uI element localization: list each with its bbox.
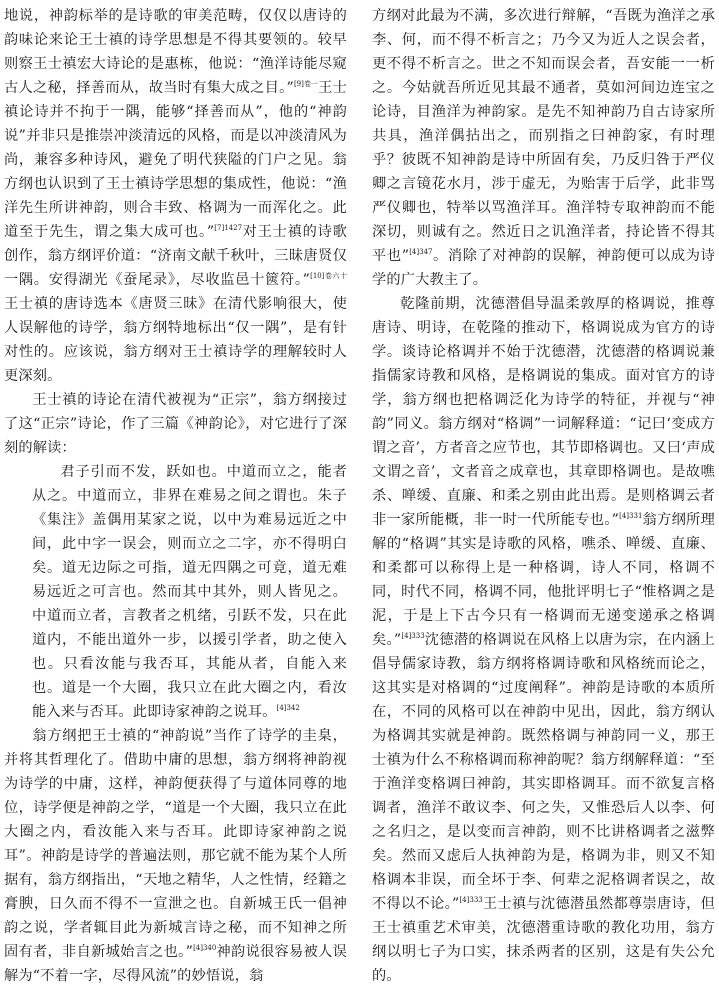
body-paragraph: [4, 4, 347, 388]
text-run: 方纲对此最为不满，多次进行辩解，“吾既为渔洋之承李、何，而不得不析言之；乃今又为近人之误会者，更不得不析言之。世之不知而误会者，吾安能一一析之。今姑就吾所近见其最不通者，莫如河间边连宝之论诗，目渔洋为神韵家。是先不知神韵乃自古诗家所共具，渔洋偶拈出之，而别指之曰神韵家，有时理乎？彼既不知神韵是诗中所固有矣，乃反归咎于严仪卿之言镜花水月，涉于虚无，为贻害于后学，此非骂严仪卿也，特举以骂渔洋耳。渔洋特专取神韵而不能深切，则诚有之。然近日之讥渔洋者，持论皆不得其平也”: [372, 8, 715, 264]
citation-ref: [10]卷六十: [310, 272, 347, 280]
citation-ref: [4]342: [276, 704, 300, 712]
text-run: 君子引而不发，跃如也。中道而立之，能者从之。中道而立，非界在难易之间之谓也。朱子《集注》盖偶用某家之说，以中为难易远近之中间，此中字一误会，则而立之二字，亦不得明白矣。道无边际之可指，道无四隅之可竟，道无难易远近之可言也。然而其中其外，则人皆见之。中道而立者，言教者之机绪，引跃不发，只在此道内，不能出道外一步，以援引学者，助之使入也。只看汝能与我否耳，其能从者，自能入来也。道是一个大圈，我只立在此大圈之内，看汝能入来与否耳。此即诗家神韵之说耳。: [32, 464, 347, 720]
text-run: 对王士禛的诗歌创作，翁方纲评价道：“济南文献千秋叶，三昧唐贤仅一隅。安得湖光《蚕尾录》，尽收监邑十篋符。”: [4, 224, 347, 288]
quote-paragraph: [32, 460, 347, 724]
left-column: [4, 4, 347, 988]
text-run: 沈德潜的格调说在风格上以唐为宗，在内涵上倡导儒家诗教，翁方纲将格调诗歌和风格统而论之，这其实是对格调的“过度阐释”。神韵是诗歌的本质所在，不同的风格可以在神韵中见出，因此，翁方纲认为格调其实就是神韵。既然格调与神韵同一义，那王士禛为什么不称格调而称神韵呢？翁方纲解释道：“至于渔洋变格调曰神韵，其实即格调耳。而不欲复言格调者，渔洋不敢议李、何之失，又惟恐后人以李、何之名归之，是以变而言神韵，则不比讲格调者之滋弊矣。然而又虑后人执神韵为是，格调为非，则又不知格调本非误，而全坏于李、何辈之泥格调者误之，故不得以不论。”: [372, 632, 715, 912]
citation-ref: [4]333: [459, 896, 483, 904]
body-paragraph: [372, 292, 715, 988]
citation-ref: [4]331: [619, 512, 643, 520]
text-run: 乾隆前期，沈德潜倡导温柔敦厚的格调说，推尊唐诗、明诗，在乾隆的推动下，格调说成为官方的诗学。谈诗论格调并不始于沈德潜，沈德潜的格调说兼指儒家诗教和风格，是格调说的集成。面对官方的诗学，翁方纲也把格调泛化为诗学的特征，并视与“神韵”同义。翁方纲对“格调”一词解释道：“记曰‘变成方谓之音’，方者音之应节也，其节即格调也。又曰‘声成文谓之音’，文者音之成章也，其章即格调也。是故噍杀、啴缓、直廉、和柔之别由此出焉。是则格调云者非一家所能概，非一时一代所能专也。”: [372, 296, 715, 528]
text-run: 。消除了对神韵的误解，神韵便可以成为诗学的广大教主了。: [372, 248, 715, 288]
citation-ref: [4]340: [193, 944, 217, 952]
citation-ref: [7]1427: [214, 224, 243, 232]
body-paragraph: [4, 388, 347, 460]
text-run: 神韵说很容易被人误解为“不着一字，尽得风流”的妙悟说，翁: [4, 944, 347, 984]
body-paragraph: [372, 4, 715, 292]
block-quote: [4, 460, 347, 724]
citation-ref: [4]333: [401, 632, 425, 640]
citation-ref: [4]347: [409, 248, 433, 256]
text-run: 地说，神韵标举的是诗歌的审美范畴，仅仅以唐诗的韵味论来论王士禛的诗学思想是不得其要领的。较早则察王士禛宏大诗论的是惠栋，他说：“渔洋诗能尽窥古人之秘，择善而从，故当时有集大成之目。”: [4, 8, 347, 96]
body-paragraph: [4, 724, 347, 988]
text-run: 王士禛的诗论在清代被视为“正宗”，翁方纲接过了这“正宗”诗论，作了三篇《神韵论》，对它进行了深刻的解读：: [4, 392, 347, 456]
text-run: 翁方纲把王士禛的“神韵说”当作了诗学的圭臬，并将其哲理化了。借助中庸的思想，翁方纲将神韵视为诗学的中庸，这样，神韵便获得了与道体同尊的地位，诗学便是神韵之学，“道是一个大圈，我只立在此大圈之内，看汝能入来与否耳。此即诗家神韵之说耳”。神韵是诗学的普遍法则，那它就不能为某个人所据有，翁方纲指出，“天地之精华，人之性情，经籍之膏腴，日久而不得不一宣泄之也。自新城王氏一倡神韵之说，学者辄目此为新城言诗之秘，而不知神之所固有者，非自新城始言之也。”: [4, 728, 347, 960]
text-run: 王士禛的唐诗选本《唐贤三昧》在清代影响很大，使人误解他的诗学，翁方纲特地标出“仅一隅”，是有针对性的。应该说，翁方纲对王士禛诗学的理解较时人更深刻。: [4, 296, 347, 384]
text-run: 翁方纲所理解的“格调”其实是诗歌的风格，噍杀、啴缓、直廉、和柔都可以称得上是一种格调，诗人不同，格调不同，时代不同，格调不同，他批评明七子“惟格调之是泥，于是上下古今只有一格调而无递变递承之格调矣。”: [372, 512, 715, 648]
right-column: [372, 4, 715, 988]
text-run: 王士禛与沈德潜虽然都尊崇唐诗，但王士禛重艺术审美，沈德潜重诗歌的教化功用，翁方纲以明七子为口实，抹杀两者的区别，这是有失公允的。: [372, 896, 715, 984]
text-run: 王士禛论诗并不拘于一隅，能够“择善而从”，他的“神韵说”并非只是推崇冲淡清远的风格，而是以冲淡清风为尚，兼容多种诗风，避免了明代狭隘的门户之见。翁方纲也认识到了王士禛诗学思想的集成性，他说：“渔洋先生所讲神韵，则合丰致、格调为一而浑化之。此道至于先生，谓之集大成可也。”: [4, 80, 348, 240]
citation-ref: [9]卷一: [293, 80, 319, 88]
